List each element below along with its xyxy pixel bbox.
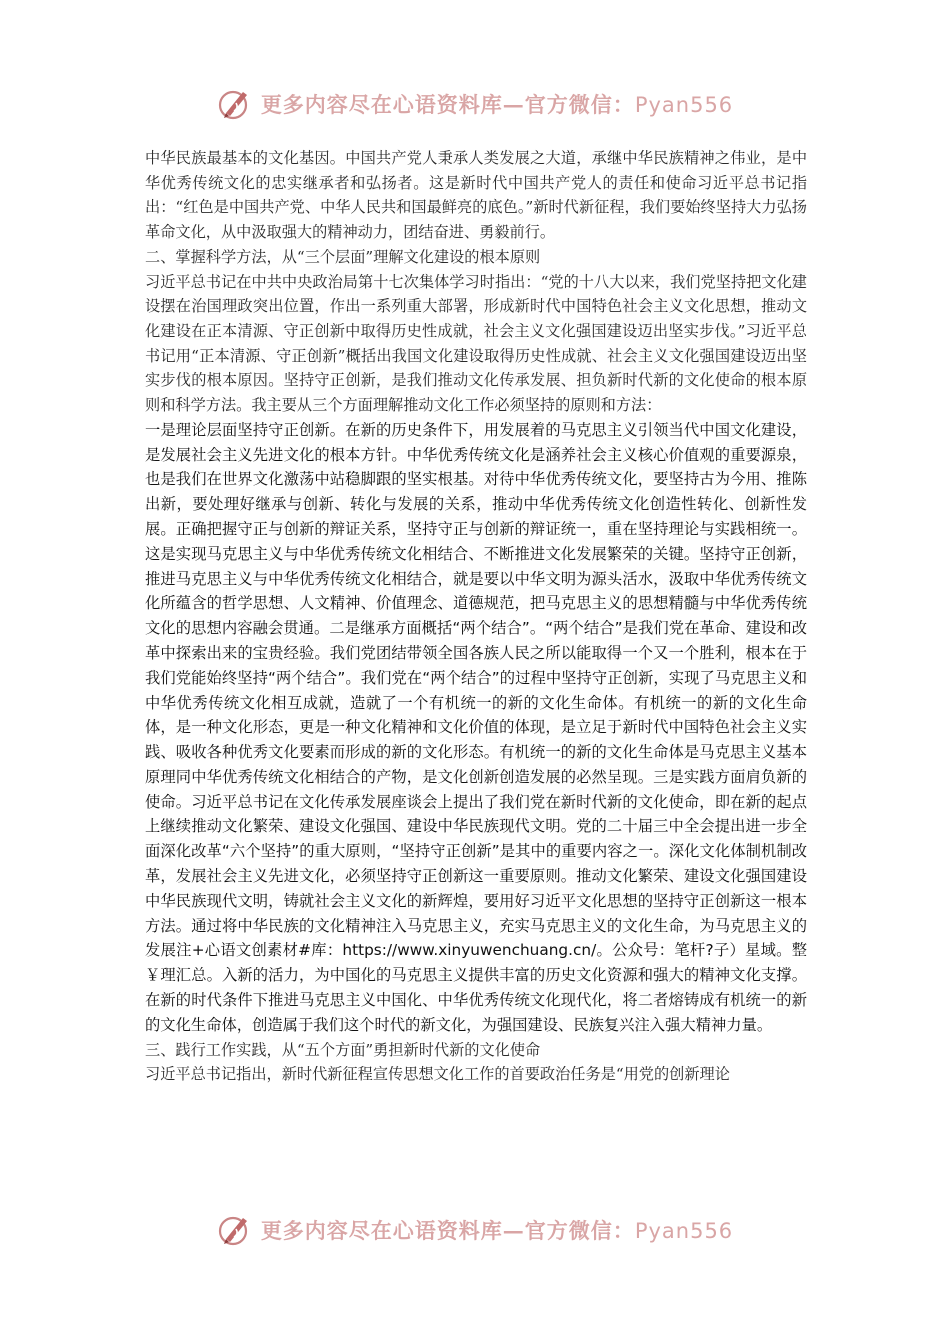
watermark-text: 更多内容尽在心语资料库—官方微信：Pyan556 bbox=[260, 1218, 734, 1243]
pen-logo-icon bbox=[217, 86, 253, 122]
paragraph-principles: 习近平总书记在中共中央政治局第十七次集体学习时指出：“党的十八大以来，我们党坚持把文化建设摆在治国理政突出位置，作出一系列重大部署，形成新时代中国特色社会主义文化思想，推动文化建设在正本清源、守正创新中取得历史性成就，社会主义文化强国建设迈出坚实步伐。”习近平总书记用“正本清源、守正创新”概括出我国文化建设取得历史性成就、社会主义文化强国建设迈出坚实步伐的根本原因。坚持守正创新，是我们推动文化传承发展、担负新时代新的文化使命的根本原则和科学方法。我主要从三个方面理解推动文化工作必须坚持的原则和方法： bbox=[145, 272, 807, 415]
header-watermark-banner bbox=[0, 82, 950, 126]
section-heading-2: 二、掌握科学方法，从“三个层面”理解文化建设的根本原则 bbox=[145, 247, 541, 266]
document-body bbox=[145, 146, 807, 1087]
paragraph-mission: 习近平总书记指出，新时代新征程宣传思想文化工作的首要政治任务是“用党的创新理论 bbox=[145, 1065, 730, 1084]
footer-watermark-banner bbox=[0, 1208, 950, 1252]
paragraph-three-aspects: 一是理论层面坚持守正创新。在新的历史条件下，用发展着的马克思主义引领当代中国文化建设，是发展社会主义先进文化的根本方针。中华优秀传统文化是涵养社会主义核心价值观的重要源泉，也是我们在世界文化激荡中站稳脚跟的坚实根基。对待中华优秀传统文化，要坚持古为今用、推陈出新，要处理好继承与创新、转化与发展的关系，推动中华优秀传统文化创造性转化、创新性发展。正确把握守正与创新的辩证关系，坚持守正与创新的辩证统一，重在坚持理论与实践相统一。这是实现马克思主义与中华优秀传统文化相结合、不断推进文化发展繁荣的关键。坚持守正创新，推进马克思主义与中华优秀传统文化相结合，就是要以中华文明为源头活水，汲取中华优秀传统文化所蕴含的哲学思想、人文精神、价值理念、道德规范，把马克思主义的思想精髓与中华优秀传统文化的思想内容融会贯通。二是继承方面概括“两个结合”。“两个结合”是我们党在革命、建设和改革中探索出来的宝贵经验。我们党团结带领全国各族人民之所以能取得一个又一个胜利，根本在于我们党能始终坚持“两个结合”。我们党在“两个结合”的过程中坚持守正创新，实现了马克思主义和中华优秀传统文化相互成就，造就了一个有机统一的新的文化生命体。有机统一的新的文化生命体，是一种文化形态，更是一种文化精神和文化价值的体现，是立足于新时代中国特色社会主义实践、吸收各种优秀文化要素而形成的新的文化形态。有机统一的新的文化生命体是马克思主义基本原理同中华优秀传统文化相结合的产物，是文化创新创造发展的必然呈现。三是实践方面肩负新的使命。习近平总书记在文化传承发展座谈会上提出了我们党在新时代新的文化使命，即在新的起点上继续推动文化繁荣、建设文化强国、建设中华民族现代文明。党的二十届三中全会提出进一步全面深化改革“六个坚持”的重大原则，“坚持守正创新”是其中的重要内容之一。深化文化体制机制改革，发展社会主义先进文化，必须坚持守正创新这一重要原则。推动文化繁荣、建设文化强国建设中华民族现代文明，铸就社会主义文化的新辉煌，要用好习近平文化思想的坚持守正创新这一根本方法。通过将中华民族的文化精神注入马克思主义，充实马克思主义的文化生命，为马克思主义的发展注+心语文创素材#库：https://www.xinyuwenchuang.cn/。公众号：笔杆?子）星域。整￥理汇总。入新的活力，为中国化的马克思主义提供丰富的历史文化资源和强大的精神文化支撑。在新的时代条件下推进马克思主义中国化、中华优秀传统文化现代化，将二者熔铸成有机统一的新的文化生命体，创造属于我们这个时代的新文化，为强国建设、民族复兴注入强大精神力量。 bbox=[145, 420, 807, 1034]
watermark-text: 更多内容尽在心语资料库—官方微信：Pyan556 bbox=[260, 92, 734, 117]
section-heading-3: 三、践行工作实践，从“五个方面”勇担新时代新的文化使命 bbox=[145, 1040, 541, 1059]
wechat-id: Pyan556 bbox=[634, 1219, 734, 1243]
paragraph-intro: 中华民族最基本的文化基因。中国共产党人秉承人类发展之大道，承继中华民族精神之伟业，是中华优秀传统文化的忠实继承者和弘扬者。这是新时代中国共产党人的责任和使命习近平总书记指出：“红色是中国共产党、中华人民共和国最鲜亮的底色。”新时代新征程，我们要始终坚持大力弘扬革命文化，从中汲取强大的精神动力，团结奋进、勇毅前行。 bbox=[145, 149, 807, 242]
pen-logo-icon bbox=[217, 1212, 253, 1248]
wechat-id: Pyan556 bbox=[634, 93, 734, 117]
